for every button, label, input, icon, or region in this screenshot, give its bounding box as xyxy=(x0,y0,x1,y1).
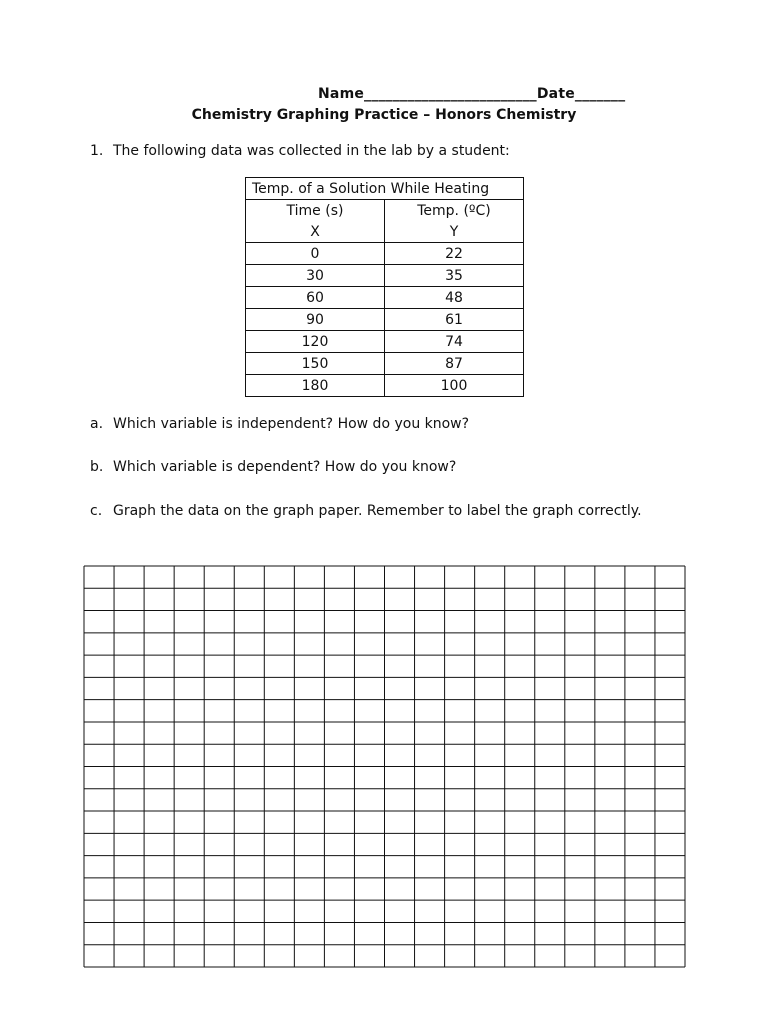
table-caption: Temp. of a Solution While Heating xyxy=(246,178,524,200)
subquestion-c xyxy=(90,503,642,519)
table-cell: 180 xyxy=(246,375,385,397)
table-row xyxy=(246,353,524,375)
subquestion-a xyxy=(90,416,469,432)
col-header-temp: Temp. (ºC) xyxy=(385,200,524,222)
col-var-y: Y xyxy=(385,221,524,243)
subquestion-text: Which variable is dependent? How do you know? xyxy=(113,459,457,475)
subquestion-text: Which variable is independent? How do you know? xyxy=(113,416,470,432)
table-cell: 120 xyxy=(246,331,385,353)
subquestion-letter: a. xyxy=(90,416,104,432)
table-row xyxy=(246,331,524,353)
table-cell: 35 xyxy=(385,265,524,287)
subquestion-letter: b. xyxy=(90,459,104,475)
page-title: Chemistry Graphing Practice – Honors Chemistry xyxy=(191,107,577,123)
table-row xyxy=(246,287,524,309)
table-cell: 48 xyxy=(385,287,524,309)
graph-paper xyxy=(83,565,686,972)
table-cell: 74 xyxy=(385,331,524,353)
subquestion-letter: c. xyxy=(90,503,103,519)
subquestion-text: Graph the data on the graph paper. Remember to label the graph correctly. xyxy=(113,503,642,519)
data-table xyxy=(245,177,524,397)
question-1 xyxy=(90,143,510,159)
table-cell: 0 xyxy=(246,243,385,265)
table-row xyxy=(246,375,524,397)
table-cell: 100 xyxy=(385,375,524,397)
table-cell: 30 xyxy=(246,265,385,287)
col-header-time: Time (s) xyxy=(246,200,385,222)
table-cell: 60 xyxy=(246,287,385,309)
name-date-line: Name________________________Date_______ xyxy=(318,86,626,102)
table-cell: 87 xyxy=(385,353,524,375)
question-text: The following data was collected in the lab by a student: xyxy=(113,143,510,159)
table-row xyxy=(246,243,524,265)
col-var-x: X xyxy=(246,221,385,243)
table-cell: 61 xyxy=(385,309,524,331)
table-row xyxy=(246,309,524,331)
graph-paper-grid xyxy=(83,565,686,968)
question-number: 1. xyxy=(90,143,104,159)
table-cell: 22 xyxy=(385,243,524,265)
table-cell: 90 xyxy=(246,309,385,331)
table-cell: 150 xyxy=(246,353,385,375)
table-row xyxy=(246,265,524,287)
subquestion-b xyxy=(90,459,456,475)
